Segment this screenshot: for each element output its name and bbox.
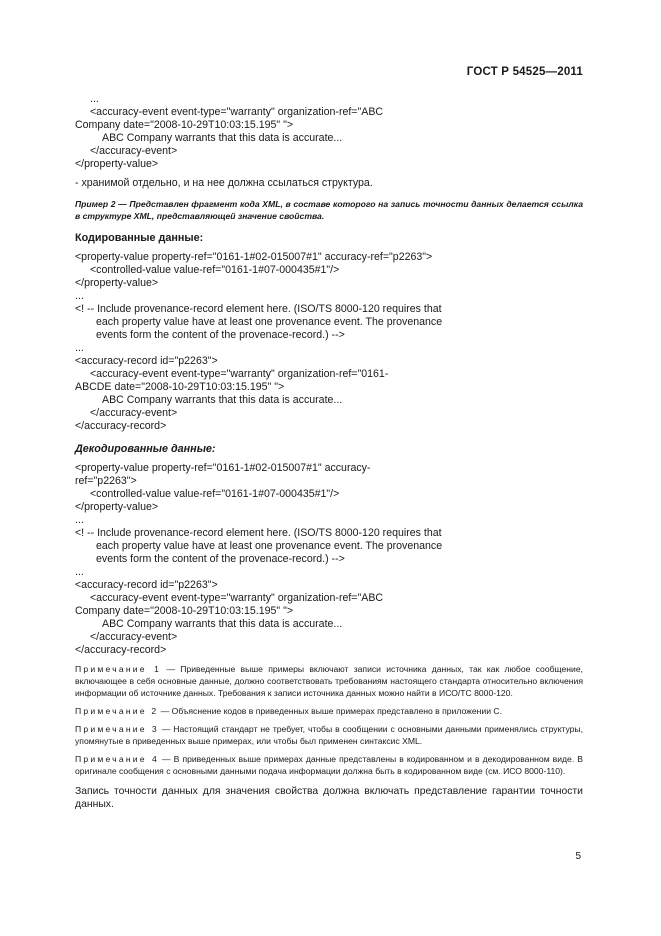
code-line: </accuracy-event>	[90, 145, 178, 157]
code-line: <accuracy-event event-type="warranty" organization-ref="0161-	[90, 368, 389, 380]
code-line: Company date="2008-10-29T10:03:15.195" ">	[75, 605, 294, 617]
code-line: each property value have at least one provenance event. The provenance	[96, 540, 443, 552]
code-line: events form the content of the provenace-record.) -->	[96, 329, 345, 341]
note-text: — Настоящий стандарт не требует, чтобы в сообщении с основными данными применялись структуры, упомянутые в приведенных выше примерах, или чтобы был применен синтаксис XML.	[75, 724, 584, 746]
note-4	[75, 753, 583, 777]
note-label: Примечание 3	[75, 724, 159, 734]
code-line: <accuracy-record id="p2263">	[75, 579, 218, 591]
code-line: </accuracy-event>	[90, 407, 178, 419]
note-label: Примечание 2	[75, 706, 159, 716]
code-line: <controlled-value value-ref="0161-1#07-000435#1"/>	[90, 264, 340, 276]
note-text: — Приведенные выше примеры включают записи источника данных, так как любое сообщение, включающее в себя основные данные, должно соответствовать требованиям настоящего стандарта относительно включения информации об источнике данных. Требования к записи источника данных можно найти в ИСО/ТС 8000-120.	[75, 664, 583, 698]
decoded-heading: Декодированные данные:	[75, 443, 216, 455]
page-number: 5	[575, 851, 581, 862]
code-line: ...	[75, 514, 84, 526]
document-header: ГОСТ Р 54525—2011	[466, 66, 583, 78]
code-line: <property-value property-ref="0161-1#02-015007#1" accuracy-ref="p2263">	[75, 251, 433, 263]
code-line: <controlled-value value-ref="0161-1#07-000435#1"/>	[90, 488, 340, 500]
note-text: — В приведенных выше примерах данные представлены в кодированном и в декодированном виде. В оригинале сообщения с основными данными подача информации должна быть в кодированном виде (см. ИСО 8000-110).	[75, 754, 583, 776]
code-line: events form the content of the provenace-record.) -->	[96, 553, 345, 565]
decoded-code-block	[75, 462, 583, 657]
code-line: ...	[75, 342, 84, 354]
code-line: ABC Company warrants that this data is accurate...	[102, 394, 343, 406]
code-line: </property-value>	[75, 501, 159, 513]
note-label: Примечание 1	[75, 664, 162, 674]
code-line: </accuracy-record>	[75, 644, 167, 656]
note-text: — Объяснение кодов в приведенных выше примерах представлено в приложении С.	[158, 706, 502, 716]
code-line: ABCDE date="2008-10-29T10:03:15.195" ">	[75, 381, 285, 393]
code-line: <accuracy-event event-type="warranty" organization-ref="ABC	[90, 592, 384, 604]
encoded-heading: Кодированные данные:	[75, 232, 204, 244]
code-line: <property-value property-ref="0161-1#02-015007#1" accuracy-	[75, 462, 371, 474]
code-line: </accuracy-event>	[90, 631, 178, 643]
note-1	[75, 663, 583, 699]
encoded-code-block	[75, 251, 583, 433]
example-caption: Пример 2 — Представлен фрагмент кода XML, в составе которого на запись точности данных делается ссылка в структуре XML, представляющей значение свойства.	[75, 199, 583, 221]
code-line: ABC Company warrants that this data is accurate...	[102, 618, 343, 630]
code-line: </accuracy-record>	[75, 420, 167, 432]
page-content	[75, 93, 583, 811]
note-3	[75, 723, 583, 747]
code-line: ref="p2263">	[75, 475, 137, 487]
code-line: ...	[75, 566, 84, 578]
note-label: Примечание 4	[75, 754, 159, 764]
code-line: </property-value>	[75, 158, 159, 170]
code-line: <accuracy-record id="p2263">	[75, 355, 218, 367]
body-text: - хранимой отдельно, и на нее должна ссылаться структура.	[75, 177, 373, 189]
code-line: ...	[75, 290, 84, 302]
note-2	[75, 705, 583, 717]
top-code-block	[75, 93, 583, 171]
code-line: ...	[90, 93, 99, 105]
code-line: </property-value>	[75, 277, 159, 289]
code-line: Company date="2008-10-29T10:03:15.195" ">	[75, 119, 294, 131]
code-line: <accuracy-event event-type="warranty" organization-ref="ABC	[90, 106, 384, 118]
code-line: <! -- Include provenance-record element here. (ISO/TS 8000-120 requires that	[75, 303, 442, 315]
code-line: each property value have at least one provenance event. The provenance	[96, 316, 443, 328]
final-paragraph: Запись точности данных для значения свойства должна включать представление гарантии точности данных.	[75, 786, 583, 810]
code-line: ABC Company warrants that this data is accurate...	[102, 132, 343, 144]
code-line: <! -- Include provenance-record element here. (ISO/TS 8000-120 requires that	[75, 527, 442, 539]
